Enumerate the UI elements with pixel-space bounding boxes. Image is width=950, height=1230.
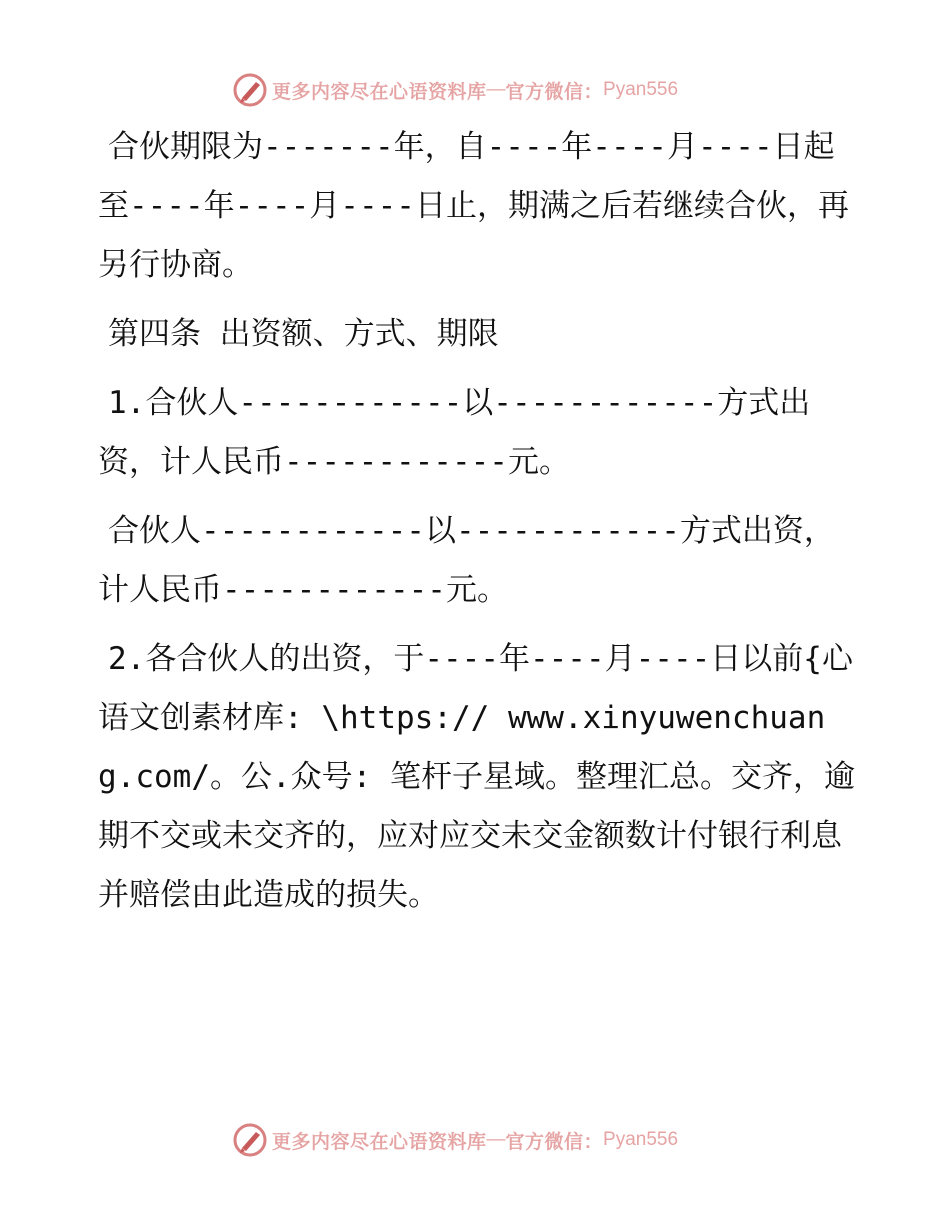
- document-body: [98, 118, 858, 935]
- paragraph-term: 合伙期限为-------年，自----年----月----日起至----年----月----日止，期满之后若继续合伙，再另行协商。: [98, 129, 849, 283]
- watermark-wechat-label: 官方微信：: [505, 1130, 604, 1153]
- pen-logo-icon: [232, 1122, 268, 1158]
- footer-watermark: [232, 1120, 678, 1160]
- watermark-wechat-id: Pyan556: [603, 1129, 679, 1150]
- watermark-wechat-id: Pyan556: [603, 79, 679, 100]
- paragraph-contribution-1: 1.合伙人------------以------------方式出资，计人民币------------元。: [98, 385, 811, 480]
- header-watermark: [232, 70, 678, 110]
- watermark-wechat-label: 官方微信：: [505, 80, 604, 103]
- section-heading: 第四条 出资额、方式、期限: [108, 316, 499, 352]
- paragraph-contribution-deadline: 2.各合伙人的出资，于----年----月----日以前{心语文创素材库: \https:// www.xinyuwenchuang.com/。公.众号: 笔杆子星域。整理汇总。交齐，逾期不交或未交齐的，应对应交未交金额数计付银行利息并赔偿由此造成的损失。: [98, 641, 855, 913]
- watermark-dash: —: [486, 1129, 506, 1150]
- paragraph-contribution-2: 合伙人------------以------------方式出资，计人民币------------元。: [98, 513, 835, 608]
- watermark-dash: —: [486, 79, 506, 100]
- pen-logo-icon: [232, 72, 268, 108]
- watermark-text: 更多内容尽在心语资料库: [272, 80, 487, 103]
- watermark-text: 更多内容尽在心语资料库: [272, 1130, 487, 1153]
